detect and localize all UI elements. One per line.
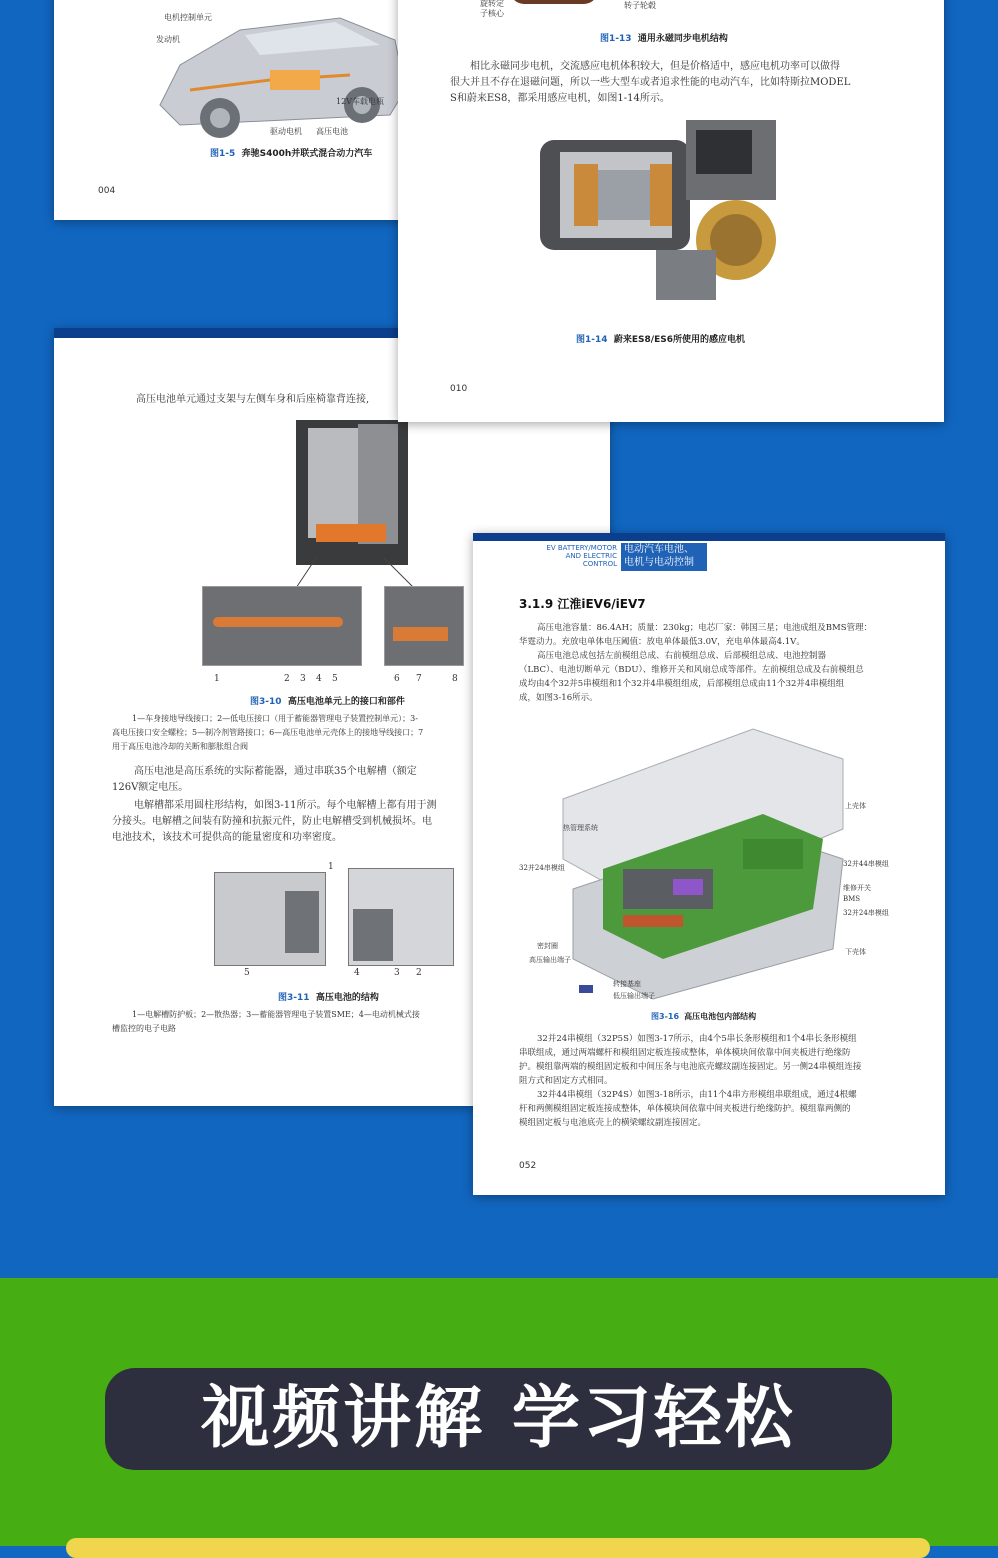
label-module-32p24s-left: 32并24串模组 bbox=[519, 864, 565, 872]
book-page-004 bbox=[54, 0, 440, 220]
page-number: 004 bbox=[98, 186, 116, 196]
figure-legend: 槽监控的电子电路 bbox=[112, 1024, 176, 1033]
label-lower-case: 下壳体 bbox=[845, 948, 866, 956]
figure-caption bbox=[600, 31, 728, 47]
battery-module-right bbox=[348, 868, 454, 966]
callout-number: 8 bbox=[452, 674, 458, 684]
motor-rotor-fragment bbox=[510, 0, 598, 4]
label-seal-ring: 密封圈 bbox=[537, 942, 558, 950]
figure-number: 图1-13 bbox=[600, 34, 632, 44]
figure-legend: 1—电解槽防护板；2—散热器；3—蓄能器管理电子装置SME；4—电动机械式接 bbox=[132, 1010, 420, 1019]
body-text: 华霆动力。充放电单体电压阈值：放电单体最低3.0V，充电单体最高4.1V。 bbox=[519, 637, 805, 647]
label-upper-case: 上壳体 bbox=[845, 802, 866, 810]
callout-number: 6 bbox=[394, 674, 400, 684]
battery-pack-exploded-diagram bbox=[553, 719, 853, 1009]
figure-title: 蔚来ES8/ES6所使用的感应电机 bbox=[613, 335, 745, 345]
label-hv-battery: 高压电池 bbox=[316, 127, 348, 136]
figure-title: 高压电池包内部结构 bbox=[684, 1012, 757, 1021]
figure-title: 通用永磁同步电机结构 bbox=[637, 34, 728, 44]
intro-text: 高压电池单元通过支架与左侧车身和后座椅靠背连接, bbox=[136, 394, 370, 405]
body-text: 模组固定板与电池底壳上的横梁螺纹副连接固定。 bbox=[519, 1118, 707, 1128]
callout-number: 2 bbox=[416, 968, 422, 978]
section-heading: 3.1.9 江淮iEV6/iEV7 bbox=[519, 597, 646, 611]
body-text: S和蔚来ES8，都采用感应电机，如图1-14所示。 bbox=[450, 93, 670, 104]
figure-number: 图3-16 bbox=[651, 1012, 680, 1021]
label-bms: BMS bbox=[843, 895, 861, 903]
body-text: 相比永磁同步电机，交流感应电机体积较大，但是价格适中，感应电机功率可以做得 bbox=[470, 61, 840, 72]
figure-legend: 1—车身接地导线接口；2—低电压接口（用于蓄能器管理电子装置控制单元）；3- bbox=[132, 714, 418, 723]
label-lv-output: 低压输出端子 bbox=[613, 992, 655, 1000]
header-chinese bbox=[621, 543, 707, 571]
callout-number: 7 bbox=[416, 674, 422, 684]
callout-number: 3 bbox=[394, 968, 400, 978]
body-text: 杆和两侧模组固定板连接成整体，单体模块间依靠中间夹板进行绝缘防护。模组靠两侧的 bbox=[519, 1104, 851, 1114]
label-adapter-base: 转接基座 bbox=[613, 980, 641, 988]
label-drive-motor: 驱动电机 bbox=[270, 127, 302, 136]
figure-number: 图1-5 bbox=[210, 149, 236, 159]
detail-photo-left bbox=[202, 586, 362, 666]
body-text: 电池技术，该技术可提供高的能量密度和功率密度。 bbox=[112, 832, 342, 843]
label-module-32p24s-right: 32并24串模组 bbox=[843, 909, 889, 917]
header-chinese-line: 电机与电动控制 bbox=[624, 557, 694, 568]
label-12v-battery: 12V车载电瓶 bbox=[336, 97, 384, 106]
body-text: 分接头。电解槽之间装有防撞和抗振元件，防止电解槽受到机械损坏。电 bbox=[112, 816, 432, 827]
body-text: 高压电池是高压系统的实际蓄能器，通过串联35个电解槽（额定 bbox=[134, 766, 417, 777]
label-motor-control: 电机控制单元 bbox=[164, 13, 212, 22]
label-hv-output: 高压输出端子 bbox=[529, 956, 571, 964]
label-thermal-system: 热管理系统 bbox=[563, 824, 598, 832]
callout-number: 4 bbox=[316, 674, 322, 684]
figure-caption bbox=[576, 332, 745, 348]
figure-number: 图1-14 bbox=[576, 335, 608, 345]
label-stator-core-b: 子核心 bbox=[480, 9, 504, 18]
body-text: 126V额定电压。 bbox=[112, 782, 189, 793]
page-number: 010 bbox=[450, 384, 468, 394]
figure-title: 高压电池的结构 bbox=[315, 993, 379, 1003]
video-tutorial-banner bbox=[105, 1368, 892, 1470]
label-module-32p44s: 32并44串模组 bbox=[843, 860, 889, 868]
figure-caption bbox=[210, 146, 372, 162]
body-text: 成，如图3-16所示。 bbox=[519, 693, 598, 703]
header-english-line: CONTROL bbox=[582, 560, 617, 568]
battery-module-left bbox=[214, 872, 326, 966]
figure-number: 图3-10 bbox=[250, 697, 282, 707]
callout-number: 5 bbox=[332, 674, 338, 684]
body-text: 阻方式和固定方式相同。 bbox=[519, 1076, 613, 1086]
banner-text: 视频讲解 学习轻松 bbox=[201, 1379, 796, 1458]
induction-motor-illustration bbox=[536, 120, 806, 320]
header-english-line: EV BATTERY/MOTOR bbox=[546, 544, 617, 552]
body-text: 32并44串模组（32P4S）如图3-18所示，由11个4串方形模组串联组成，通过4根螺 bbox=[537, 1090, 857, 1100]
figure-caption bbox=[278, 990, 379, 1006]
body-text: 32并24串模组（32P5S）如图3-17所示，由4个5串长条形模组和1个4串长条形模组 bbox=[537, 1034, 857, 1044]
body-text: 电解槽都采用圆柱形结构，如图3-11所示。每个电解槽上都有用于测 bbox=[134, 800, 437, 811]
body-text: 串联组成，通过两端螺杆和模组固定板连接成整体，单体模块间依靠中间夹板进行绝缘防 bbox=[519, 1048, 851, 1058]
label-stator-core-a: 旋转定 bbox=[480, 0, 504, 8]
figure-caption bbox=[250, 694, 405, 710]
label-rotor-hub: 转子轮毂 bbox=[624, 1, 656, 10]
label-engine: 发动机 bbox=[156, 35, 180, 44]
callout-number: 3 bbox=[300, 674, 306, 684]
book-page-052 bbox=[473, 533, 945, 1195]
header-english bbox=[501, 544, 617, 568]
figure-caption bbox=[651, 1009, 756, 1024]
header-english-line: AND ELECTRIC bbox=[565, 552, 617, 560]
body-text: 成均由4个32并5串模组和1个32并4串模组组成，后部模组总成由11个32并4串模组组 bbox=[519, 679, 845, 689]
figure-legend: 用于高压电池冷却的关断和膨胀组合阀 bbox=[112, 742, 248, 751]
callout-number: 5 bbox=[244, 968, 250, 978]
figure-title: 高压电池单元上的接口和部件 bbox=[287, 697, 405, 707]
figure-number: 图3-11 bbox=[278, 993, 310, 1003]
body-text: 很大并且不存在退磁问题，所以一些大型车或者追求性能的电动汽车，比如特斯拉MODEL bbox=[450, 77, 851, 88]
header-chinese-line: 电动汽车电池、 bbox=[624, 544, 694, 555]
page-header-bar bbox=[473, 533, 945, 541]
figure-legend: 高电压接口安全螺栓；5—制冷剂管路接口；6—高压电池单元壳体上的接地导线接口；7 bbox=[112, 728, 424, 737]
callout-number: 1 bbox=[328, 862, 334, 872]
label-service-switch: 维修开关 bbox=[843, 884, 871, 892]
callout-number: 4 bbox=[354, 968, 360, 978]
body-text: （LBC）、电池切断单元（BDU）、维修开关和风扇总成等部件。左前模组总成及右前模组总 bbox=[519, 665, 864, 675]
yellow-strip bbox=[66, 1538, 930, 1558]
book-page-010 bbox=[398, 0, 944, 422]
detail-photo-right bbox=[384, 586, 464, 666]
battery-photo-main bbox=[296, 420, 408, 565]
callout-number: 2 bbox=[284, 674, 290, 684]
chapter-header bbox=[501, 543, 707, 571]
page-number: 052 bbox=[519, 1161, 537, 1171]
body-text: 护。模组靠两端的模组固定板和中间压条与电池底壳螺纹副连接固定。另一侧24串模组连接 bbox=[519, 1062, 862, 1072]
callout-number: 1 bbox=[214, 674, 220, 684]
figure-title: 奔驰S400h并联式混合动力汽车 bbox=[241, 149, 373, 159]
body-text: 高压电池容量：86.4AH；质量：230kg；电芯厂家：韩国三星；电池成组及BMS管理： bbox=[537, 623, 873, 633]
body-text: 高压电池总成包括左前模组总成、右前模组总成、后部模组总成、电池控制器 bbox=[537, 651, 827, 661]
